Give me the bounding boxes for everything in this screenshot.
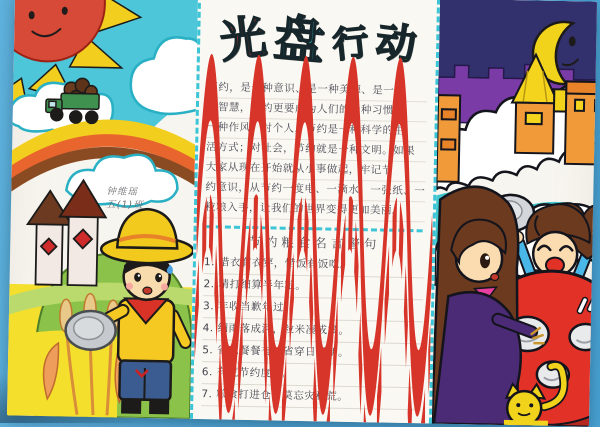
center-text-panel: [190, 0, 440, 424]
essay-line: 一种作风。对个人，节约是一种科学的生: [206, 118, 426, 142]
quote-line: 3. 丰收当歉年过。: [203, 296, 423, 322]
essay-line: 种智慧，节约更要成为人们的一种习惯、: [207, 98, 427, 122]
quote-line: 7. 粮食打进仓，莫忘灾和荒。: [201, 384, 421, 410]
quote-line: 4. 细雨落成河，粒米凑成箩。: [202, 318, 422, 344]
quote-line: 5. 省吃餐餐有，省穿日日新。: [202, 340, 422, 366]
essay-line: 节约，是一种意识、是一种美德、是一: [207, 78, 427, 102]
essay-line: 活方式；对社会，节约就是一种文明。如果: [206, 138, 426, 162]
section-heading: 节约粮食名言警句: [248, 233, 381, 252]
essay-line: 大家从现在开始就从小事做起，牢记节: [206, 158, 426, 182]
title-char: 光: [217, 9, 270, 69]
title-char: 盘: [271, 8, 327, 72]
essay-line: 粒粮入手，让我们的世界变得更加美丽。: [205, 198, 425, 222]
left-illustration-panel: [7, 0, 198, 419]
quote-line: 1. 惜衣有衣穿，惜饭有饭吃。: [204, 252, 424, 278]
right-illustration: [432, 0, 597, 427]
handdrawn-poster: [7, 0, 597, 427]
quote-line: 2. 精打细算半年粮。: [203, 274, 423, 300]
essay-line: 约意识，从节约一度电、一滴水、一张纸、一: [205, 178, 425, 202]
title-char: 动: [373, 18, 419, 70]
author-class: 五(1)班: [106, 199, 144, 212]
title-char: 行: [330, 22, 371, 67]
plate-icon: [569, 324, 597, 351]
left-illustration: [7, 0, 198, 419]
red-lace-border: [193, 0, 437, 423]
quote-line: 6. 有荒节约度荒。: [202, 362, 422, 388]
author-signature: [106, 186, 144, 213]
right-illustration-panel: [432, 0, 597, 427]
author-name: 钟维瑶: [106, 186, 139, 199]
